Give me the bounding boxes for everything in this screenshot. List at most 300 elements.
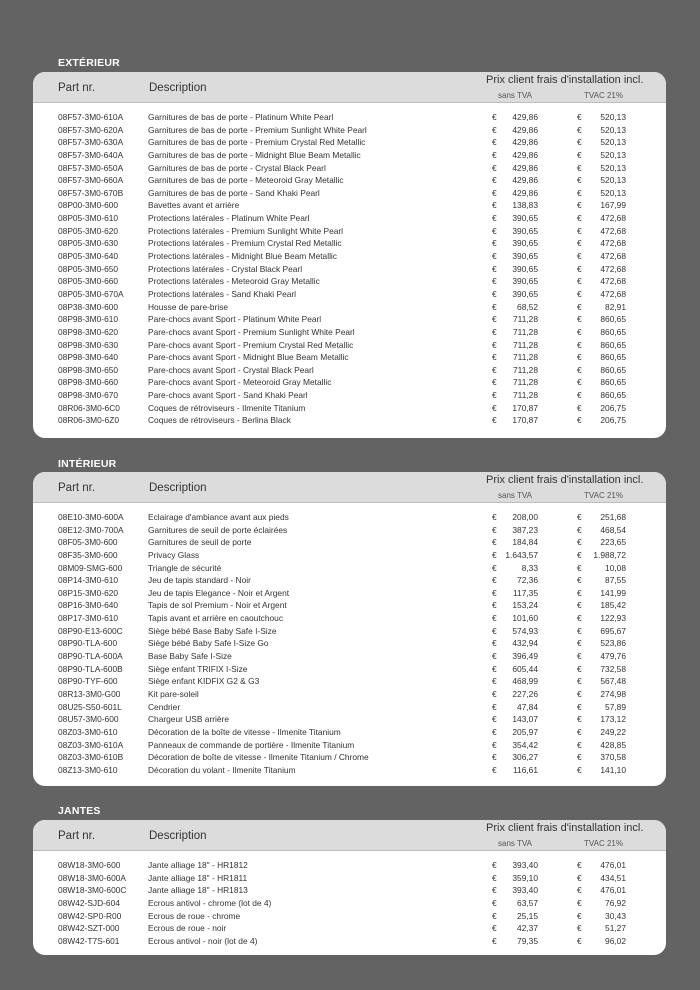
price-excl-vat: 390,65 [512, 288, 538, 299]
part-number: 08Z03-3M0-610 [58, 726, 118, 737]
part-number: 08F35-3M0-600 [58, 549, 118, 560]
price-excl-vat: 429,86 [512, 162, 538, 173]
part-number: 08F57-3M0-620A [58, 124, 124, 135]
price-excl-vat: 227,26 [512, 688, 538, 699]
price-excl-vat: 208,00 [512, 512, 538, 522]
price-incl-vat: 10,08 [605, 562, 626, 573]
column-header-part: Part nr. [58, 82, 96, 94]
currency-symbol: € [577, 377, 582, 388]
part-number: 08P05-3M0-620 [58, 225, 119, 236]
table-header [33, 472, 666, 503]
price-incl-vat: 472,68 [600, 251, 626, 262]
part-number: 08P14-3M0-610 [58, 575, 119, 586]
part-number: 08U25-S50-601L [58, 701, 122, 712]
part-description: Décoration de la boîte de vitesse - Ilmenite Titanium [148, 726, 341, 737]
price-excl-vat: 429,86 [512, 124, 538, 135]
currency-symbol: € [492, 276, 497, 287]
table-row [33, 713, 666, 726]
part-number: 08F57-3M0-650A [58, 162, 124, 173]
price-excl-vat: 25,15 [517, 910, 538, 921]
price-incl-vat: 520,13 [600, 149, 626, 160]
price-incl-vat: 370,58 [600, 752, 626, 763]
part-description: Siège enfant TRIFIX I-Size [148, 663, 248, 674]
price-excl-vat: 393,40 [512, 885, 538, 896]
price-excl-vat: 711,28 [513, 352, 538, 363]
table-row [33, 897, 666, 910]
currency-symbol: € [492, 726, 497, 737]
currency-symbol: € [492, 714, 497, 725]
part-number: 08W42-T7S-601 [58, 935, 120, 946]
part-description: Coques de rétroviseurs - Berlina Black [148, 415, 291, 426]
price-excl-vat: 711,28 [513, 326, 538, 337]
part-number: 08P90-E13-600C [58, 625, 123, 636]
currency-symbol: € [492, 124, 497, 135]
part-number: 08F57-3M0-660A [58, 175, 124, 186]
table-row [33, 739, 666, 752]
table-row [33, 376, 666, 389]
currency-symbol: € [492, 149, 497, 160]
price-incl-vat: 141,10 [600, 764, 626, 775]
currency-symbol: € [492, 613, 497, 624]
price-incl-vat: 479,76 [600, 651, 626, 662]
currency-symbol: € [577, 112, 582, 122]
price-incl-vat: 476,01 [600, 860, 626, 870]
currency-symbol: € [492, 314, 497, 325]
currency-symbol: € [577, 663, 582, 674]
price-incl-vat: 860,65 [600, 314, 626, 325]
table-row [33, 364, 666, 377]
part-number: 08P90-TLA-600 [58, 638, 118, 649]
part-number: 08F57-3M0-670B [58, 187, 124, 198]
part-description: Garnitures de bas de porte - Meteoroid Gray Metallic [148, 175, 344, 186]
part-number: 08P16-3M0-640 [58, 600, 119, 611]
part-number: 08P98-3M0-630 [58, 339, 119, 350]
table-row [33, 187, 666, 200]
currency-symbol: € [492, 352, 497, 363]
currency-symbol: € [492, 651, 497, 662]
currency-symbol: € [577, 910, 582, 921]
price-excl-vat: 116,61 [513, 764, 538, 775]
table-row [33, 751, 666, 764]
price-incl-vat: 51,27 [605, 923, 626, 934]
table-row [33, 675, 666, 688]
price-excl-vat: 390,65 [512, 225, 538, 236]
price-incl-vat: 82,91 [605, 301, 626, 312]
price-incl-vat: 520,13 [600, 124, 626, 135]
currency-symbol: € [577, 225, 582, 236]
price-incl-vat: 274,98 [600, 688, 626, 699]
table-row [33, 884, 666, 897]
part-description: Jante alliage 18" - HR1812 [148, 860, 248, 870]
currency-symbol: € [577, 415, 582, 426]
part-description: Pare-chocs avant Sport - Midnight Blue Beam Metallic [148, 352, 349, 363]
currency-symbol: € [577, 688, 582, 699]
price-excl-vat: 72,36 [517, 575, 538, 586]
part-description: Siège bébé Baby Safe I-Size Go [148, 638, 269, 649]
part-number: 08P15-3M0-620 [58, 587, 119, 598]
currency-symbol: € [577, 752, 582, 763]
table-row [33, 536, 666, 549]
part-number: 08W18-3M0-600C [58, 885, 127, 896]
currency-symbol: € [492, 524, 497, 535]
part-number: 08P05-3M0-660 [58, 276, 119, 287]
price-incl-vat: 860,65 [600, 377, 626, 388]
price-excl-vat: 359,10 [512, 872, 538, 883]
currency-symbol: € [577, 625, 582, 636]
currency-symbol: € [492, 688, 497, 699]
column-header-price: Prix client frais d'installation incl. [486, 474, 644, 486]
column-header-description: Description [149, 482, 207, 494]
column-header-part: Part nr. [58, 482, 96, 494]
part-number: 08F57-3M0-610A [58, 112, 124, 122]
part-description: Jeu de tapis standard - Noir [148, 575, 251, 586]
price-excl-vat: 711,28 [513, 314, 538, 325]
section-title-interieur: INTÉRIEUR [58, 458, 117, 470]
currency-symbol: € [492, 764, 497, 775]
price-incl-vat: 567,48 [600, 676, 626, 687]
part-number: 08R06-3M0-6C0 [58, 402, 120, 413]
part-number: 08P05-3M0-640 [58, 251, 119, 262]
currency-symbol: € [577, 537, 582, 548]
price-excl-vat: 396,49 [512, 651, 538, 662]
price-incl-vat: 732,58 [600, 663, 626, 674]
currency-symbol: € [577, 600, 582, 611]
table-row [33, 301, 666, 314]
table-row [33, 351, 666, 364]
currency-symbol: € [492, 263, 497, 274]
part-description: Eclairage d'ambiance avant aux pieds [148, 512, 289, 522]
part-description: Garnitures de bas de porte - Platinum White Pearl [148, 112, 334, 122]
currency-symbol: € [492, 213, 497, 224]
part-description: Garnitures de seuil de porte éclairées [148, 524, 288, 535]
currency-symbol: € [577, 339, 582, 350]
currency-symbol: € [577, 897, 582, 908]
price-incl-vat: 206,75 [600, 402, 626, 413]
currency-symbol: € [492, 301, 497, 312]
part-description: Coques de rétroviseurs - Ilmenite Titanium [148, 402, 306, 413]
currency-symbol: € [492, 112, 497, 122]
price-excl-vat: 429,86 [512, 187, 538, 198]
column-header-part: Part nr. [58, 830, 96, 842]
currency-symbol: € [577, 512, 582, 522]
column-header-description: Description [149, 830, 207, 842]
part-number: 08W18-3M0-600 [58, 860, 121, 870]
currency-symbol: € [492, 137, 497, 148]
part-description: Ecrous antivol - chrome (lot de 4) [148, 897, 272, 908]
table-row [33, 859, 666, 872]
price-incl-vat: 520,13 [600, 175, 626, 186]
currency-symbol: € [577, 701, 582, 712]
price-incl-vat: 472,68 [600, 238, 626, 249]
currency-symbol: € [577, 149, 582, 160]
table-body [33, 503, 666, 776]
part-number: 08F57-3M0-640A [58, 149, 124, 160]
price-excl-vat: 354,42 [512, 739, 538, 750]
part-number: 08F05-3M0-600 [58, 537, 118, 548]
part-number: 08W42-SP0-R00 [58, 910, 122, 921]
currency-symbol: € [492, 935, 497, 946]
part-description: Siège enfant KIDFIX G2 & G3 [148, 676, 260, 687]
part-description: Jante alliage 18" - HR1813 [148, 885, 248, 896]
price-incl-vat: 520,13 [600, 137, 626, 148]
table-row [33, 574, 666, 587]
part-number: 08P98-3M0-650 [58, 364, 119, 375]
table-row [33, 625, 666, 638]
price-incl-vat: 185,42 [600, 600, 626, 611]
currency-symbol: € [492, 549, 497, 560]
currency-symbol: € [492, 625, 497, 636]
currency-symbol: € [577, 935, 582, 946]
price-table-exterieur [33, 72, 666, 438]
table-row [33, 250, 666, 263]
currency-symbol: € [577, 276, 582, 287]
table-row [33, 174, 666, 187]
price-excl-vat: 390,65 [512, 251, 538, 262]
part-number: 08Z13-3M0-610 [58, 764, 118, 775]
part-number: 08P05-3M0-670A [58, 288, 124, 299]
currency-symbol: € [577, 885, 582, 896]
currency-symbol: € [577, 175, 582, 186]
currency-symbol: € [492, 885, 497, 896]
currency-symbol: € [577, 200, 582, 211]
currency-symbol: € [492, 238, 497, 249]
price-excl-vat: 138,83 [512, 200, 538, 211]
table-row [33, 663, 666, 676]
currency-symbol: € [577, 124, 582, 135]
table-row [33, 726, 666, 739]
part-number: 08P98-3M0-640 [58, 352, 119, 363]
price-incl-vat: 520,13 [600, 187, 626, 198]
price-incl-vat: 223,65 [600, 537, 626, 548]
price-excl-vat: 170,87 [512, 402, 538, 413]
table-row [33, 275, 666, 288]
currency-symbol: € [492, 225, 497, 236]
currency-symbol: € [492, 663, 497, 674]
currency-symbol: € [577, 288, 582, 299]
table-row [33, 149, 666, 162]
price-excl-vat: 47,84 [517, 701, 538, 712]
price-excl-vat: 101,60 [512, 613, 538, 624]
part-number: 08P98-3M0-610 [58, 314, 119, 325]
part-description: Protections latérales - Premium Sunlight White Pearl [148, 225, 344, 236]
currency-symbol: € [577, 137, 582, 148]
part-number: 08F57-3M0-630A [58, 137, 124, 148]
part-description: Pare-chocs avant Sport - Platinum White Pearl [148, 314, 322, 325]
table-row [33, 872, 666, 885]
table-row [33, 935, 666, 948]
table-row [33, 212, 666, 225]
currency-symbol: € [492, 872, 497, 883]
price-excl-vat: 432,94 [512, 638, 538, 649]
table-row [33, 549, 666, 562]
part-description: Protections latérales - Crystal Black Pearl [148, 263, 303, 274]
column-header-excl-vat: sans TVA [498, 91, 532, 100]
price-excl-vat: 79,35 [517, 935, 538, 946]
price-excl-vat: 143,07 [512, 714, 538, 725]
part-number: 08P17-3M0-610 [58, 613, 119, 624]
section-title-exterieur: EXTÉRIEUR [58, 57, 120, 69]
currency-symbol: € [492, 752, 497, 763]
price-excl-vat: 63,57 [517, 897, 538, 908]
section-title-jantes: JANTES [58, 805, 101, 817]
price-incl-vat: 523,86 [600, 638, 626, 649]
currency-symbol: € [492, 377, 497, 388]
part-number: 08P90-TYF-600 [58, 676, 118, 687]
part-number: 08P90-TLA-600A [58, 651, 123, 662]
price-incl-vat: 860,65 [600, 352, 626, 363]
currency-symbol: € [492, 897, 497, 908]
part-description: Chargeur USB arrière [148, 714, 229, 725]
part-number: 08W18-3M0-600A [58, 872, 126, 883]
part-number: 08P00-3M0-600 [58, 200, 119, 211]
part-description: Pare-chocs avant Sport - Crystal Black Pearl [148, 364, 314, 375]
currency-symbol: € [577, 575, 582, 586]
table-row [33, 162, 666, 175]
table-header [33, 72, 666, 103]
price-excl-vat: 153,24 [512, 600, 538, 611]
price-excl-vat: 390,65 [512, 213, 538, 224]
column-header-price: Prix client frais d'installation incl. [486, 74, 644, 86]
part-description: Décoration de boîte de vitesse - Ilmenite Titanium / Chrome [148, 752, 369, 763]
price-table-jantes [33, 820, 666, 955]
currency-symbol: € [577, 726, 582, 737]
part-number: 08W42-SZT-000 [58, 923, 120, 934]
price-incl-vat: 251,68 [600, 512, 626, 522]
table-row [33, 764, 666, 777]
currency-symbol: € [577, 326, 582, 337]
price-excl-vat: 306,27 [512, 752, 538, 763]
table-row [33, 225, 666, 238]
price-incl-vat: 30,43 [605, 910, 626, 921]
currency-symbol: € [492, 860, 497, 870]
price-excl-vat: 170,87 [512, 415, 538, 426]
part-number: 08R06-3M0-6Z0 [58, 415, 119, 426]
part-description: Pare-chocs avant Sport - Premium Crystal Red Metallic [148, 339, 354, 350]
currency-symbol: € [577, 638, 582, 649]
part-description: Housse de pare-brise [148, 301, 229, 312]
part-number: 08U57-3M0-600 [58, 714, 119, 725]
currency-symbol: € [492, 339, 497, 350]
price-excl-vat: 184,84 [512, 537, 538, 548]
column-header-description: Description [149, 82, 207, 94]
currency-symbol: € [577, 263, 582, 274]
price-incl-vat: 860,65 [600, 390, 626, 401]
part-number: 08W42-SJD-604 [58, 897, 120, 908]
currency-symbol: € [492, 200, 497, 211]
column-header-price: Prix client frais d'installation incl. [486, 822, 644, 834]
currency-symbol: € [577, 352, 582, 363]
part-number: 08E12-3M0-700A [58, 524, 124, 535]
price-incl-vat: 434,51 [600, 872, 626, 883]
price-incl-vat: 472,68 [600, 288, 626, 299]
part-description: Pare-chocs avant Sport - Premium Sunlight White Pearl [148, 326, 355, 337]
part-number: 08P05-3M0-650 [58, 263, 119, 274]
table-body [33, 103, 666, 427]
part-description: Protections latérales - Meteoroid Gray Metallic [148, 276, 320, 287]
part-number: 08P38-3M0-600 [58, 301, 119, 312]
table-row [33, 124, 666, 137]
price-excl-vat: 117,35 [513, 587, 538, 598]
part-description: Protections latérales - Premium Crystal Red Metallic [148, 238, 342, 249]
part-number: 08P98-3M0-660 [58, 377, 119, 388]
part-number: 08Z03-3M0-610A [58, 739, 124, 750]
part-description: Privacy Glass [148, 549, 200, 560]
part-description: Garnitures de bas de porte - Sand Khaki Pearl [148, 187, 320, 198]
table-row [33, 650, 666, 663]
currency-symbol: € [492, 676, 497, 687]
table-row [33, 199, 666, 212]
price-incl-vat: 468,54 [600, 524, 626, 535]
part-number: 08P05-3M0-610 [58, 213, 119, 224]
price-excl-vat: 8,33 [521, 562, 538, 573]
table-row [33, 599, 666, 612]
price-incl-vat: 472,68 [600, 276, 626, 287]
table-row [33, 511, 666, 524]
price-excl-vat: 42,37 [517, 923, 538, 934]
table-row [33, 922, 666, 935]
part-description: Siège bébé Base Baby Safe I-Size [148, 625, 277, 636]
price-incl-vat: 249,22 [600, 726, 626, 737]
table-row [33, 910, 666, 923]
price-excl-vat: 205,97 [512, 726, 538, 737]
part-description: Garnitures de bas de porte - Midnight Blue Beam Metallic [148, 149, 361, 160]
part-description: Garnitures de bas de porte - Premium Crystal Red Metallic [148, 137, 366, 148]
table-row [33, 688, 666, 701]
currency-symbol: € [577, 676, 582, 687]
currency-symbol: € [577, 872, 582, 883]
price-incl-vat: 1.988,72 [593, 549, 626, 560]
price-incl-vat: 695,67 [600, 625, 626, 636]
part-number: 08R13-3M0-G00 [58, 688, 121, 699]
price-incl-vat: 860,65 [600, 364, 626, 375]
table-row [33, 326, 666, 339]
price-incl-vat: 122,93 [600, 613, 626, 624]
currency-symbol: € [577, 860, 582, 870]
price-excl-vat: 429,86 [512, 149, 538, 160]
column-header-incl-vat: TVAC 21% [584, 839, 623, 848]
currency-symbol: € [492, 512, 497, 522]
part-description: Garnitures de bas de porte - Crystal Black Pearl [148, 162, 326, 173]
table-row [33, 111, 666, 124]
price-excl-vat: 605,44 [512, 663, 538, 674]
part-description: Protections latérales - Sand Khaki Pearl [148, 288, 297, 299]
currency-symbol: € [577, 162, 582, 173]
price-incl-vat: 472,68 [600, 263, 626, 274]
part-number: 08P98-3M0-670 [58, 390, 119, 401]
price-incl-vat: 520,13 [600, 162, 626, 173]
currency-symbol: € [492, 364, 497, 375]
column-header-excl-vat: sans TVA [498, 839, 532, 848]
price-incl-vat: 472,68 [600, 225, 626, 236]
price-excl-vat: 429,86 [512, 137, 538, 148]
table-row [33, 701, 666, 714]
table-row [33, 402, 666, 415]
part-description: Triangle de sécurité [148, 562, 222, 573]
price-incl-vat: 472,68 [600, 213, 626, 224]
currency-symbol: € [577, 301, 582, 312]
currency-symbol: € [577, 364, 582, 375]
currency-symbol: € [577, 187, 582, 198]
price-excl-vat: 390,65 [512, 276, 538, 287]
table-row [33, 313, 666, 326]
price-incl-vat: 206,75 [600, 415, 626, 426]
part-description: Garnitures de bas de porte - Premium Sunlight White Pearl [148, 124, 367, 135]
currency-symbol: € [492, 175, 497, 186]
currency-symbol: € [492, 326, 497, 337]
price-excl-vat: 468,99 [512, 676, 538, 687]
price-excl-vat: 711,28 [513, 390, 538, 401]
currency-symbol: € [492, 390, 497, 401]
